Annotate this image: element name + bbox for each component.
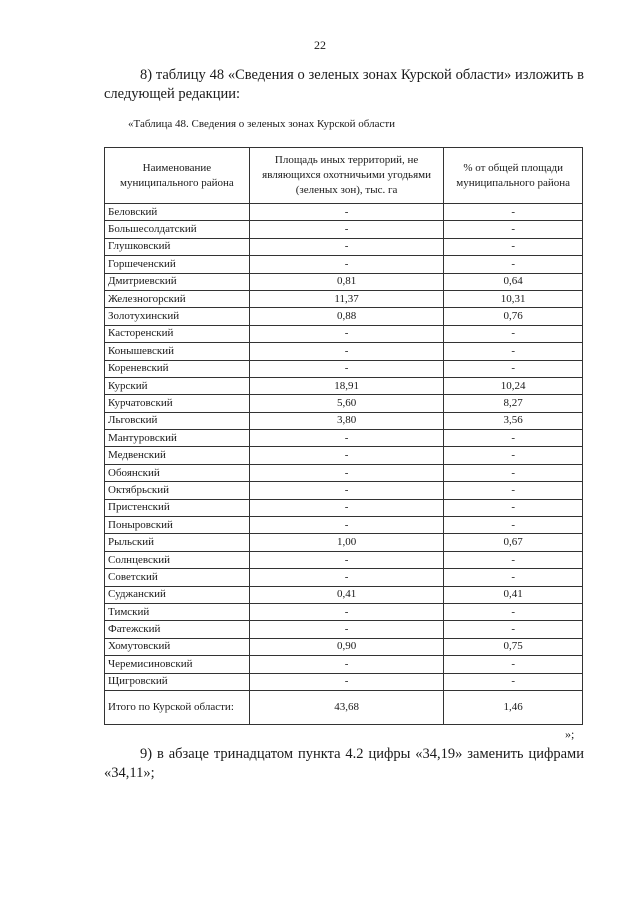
district-name-cell: Большесолдатский [105, 221, 250, 238]
area-cell: - [249, 238, 443, 255]
area-cell: - [249, 656, 443, 673]
district-name-cell: Кореневский [105, 360, 250, 377]
percent-cell: - [444, 621, 583, 638]
district-name-cell: Тимский [105, 603, 250, 620]
district-name-cell: Черемисиновский [105, 656, 250, 673]
total-percent-cell: 1,46 [444, 690, 583, 724]
percent-cell: - [444, 256, 583, 273]
table-row [105, 673, 583, 690]
percent-cell: 0,41 [444, 586, 583, 603]
percent-cell: - [444, 656, 583, 673]
area-cell: 11,37 [249, 290, 443, 307]
district-name-cell: Курский [105, 377, 250, 394]
percent-cell: 3,56 [444, 412, 583, 429]
page-number: 22 [314, 38, 326, 52]
district-name-cell: Советский [105, 569, 250, 586]
table-row [105, 464, 583, 481]
district-name-cell: Щигровский [105, 673, 250, 690]
area-cell: 0,88 [249, 308, 443, 325]
district-name-cell: Пристенский [105, 499, 250, 516]
percent-cell: - [444, 517, 583, 534]
table-row [105, 377, 583, 394]
area-cell: - [249, 343, 443, 360]
district-name-cell: Касторенский [105, 325, 250, 342]
closing-quote-mark: »; [565, 727, 575, 741]
table-row [105, 551, 583, 568]
header-district: Наименование муниципального района [105, 148, 250, 204]
percent-cell: - [444, 360, 583, 377]
table-row [105, 638, 583, 655]
percent-cell: 0,64 [444, 273, 583, 290]
amendment-paragraph-9: 9) в абзаце тринадцатом пункта 4.2 цифры «34,19» заменить цифрами «34,11»; [104, 746, 584, 781]
amendment-paragraph-8: 8) таблицу 48 «Сведения о зеленых зонах Курской области» изложить в следующей редакции: [104, 67, 584, 102]
area-cell: - [249, 430, 443, 447]
table-row [105, 308, 583, 325]
area-cell: - [249, 569, 443, 586]
district-name-cell: Рыльский [105, 534, 250, 551]
total-area-cell: 43,68 [249, 690, 443, 724]
area-cell: - [249, 621, 443, 638]
district-name-cell: Октябрьский [105, 482, 250, 499]
table-row [105, 482, 583, 499]
area-cell: 3,80 [249, 412, 443, 429]
table-row [105, 290, 583, 307]
table-total-row [105, 690, 583, 724]
area-cell: 18,91 [249, 377, 443, 394]
table-header-row [105, 148, 583, 204]
area-cell: 0,41 [249, 586, 443, 603]
district-name-cell: Мантуровский [105, 430, 250, 447]
total-label-cell: Итого по Курской области: [105, 690, 250, 724]
area-cell: - [249, 603, 443, 620]
percent-cell: - [444, 430, 583, 447]
district-name-cell: Курчатовский [105, 395, 250, 412]
district-name-cell: Горшеченский [105, 256, 250, 273]
table-row [105, 256, 583, 273]
percent-cell: - [444, 447, 583, 464]
district-name-cell: Поныровский [105, 517, 250, 534]
area-cell: - [249, 447, 443, 464]
table-row [105, 517, 583, 534]
percent-cell: 10,31 [444, 290, 583, 307]
table-row [105, 325, 583, 342]
table-body [105, 204, 583, 725]
table-row [105, 395, 583, 412]
district-name-cell: Дмитриевский [105, 273, 250, 290]
district-name-cell: Обоянский [105, 464, 250, 481]
table-row [105, 656, 583, 673]
table-row [105, 447, 583, 464]
percent-cell: 0,67 [444, 534, 583, 551]
area-cell: - [249, 256, 443, 273]
area-cell: - [249, 482, 443, 499]
table-caption: «Таблица 48. Сведения о зеленых зонах Курской области [128, 118, 396, 130]
table-row [105, 534, 583, 551]
percent-cell: - [444, 325, 583, 342]
area-cell: - [249, 517, 443, 534]
district-name-cell: Конышевский [105, 343, 250, 360]
percent-cell: 8,27 [444, 395, 583, 412]
table-row [105, 603, 583, 620]
table-row [105, 221, 583, 238]
percent-cell: - [444, 221, 583, 238]
table-row [105, 238, 583, 255]
district-name-cell: Суджанский [105, 586, 250, 603]
district-name-cell: Хомутовский [105, 638, 250, 655]
percent-cell: - [444, 673, 583, 690]
percent-cell: 10,24 [444, 377, 583, 394]
district-name-cell: Льговский [105, 412, 250, 429]
table-row [105, 621, 583, 638]
area-cell: 0,90 [249, 638, 443, 655]
table-row [105, 499, 583, 516]
area-cell: - [249, 551, 443, 568]
area-cell: 5,60 [249, 395, 443, 412]
percent-cell: - [444, 482, 583, 499]
area-cell: - [249, 499, 443, 516]
district-name-cell: Фатежский [105, 621, 250, 638]
area-cell: - [249, 221, 443, 238]
table-row [105, 343, 583, 360]
percent-cell: - [444, 204, 583, 221]
table-row [105, 430, 583, 447]
percent-cell: - [444, 603, 583, 620]
percent-cell: - [444, 569, 583, 586]
percent-cell: - [444, 499, 583, 516]
percent-cell: - [444, 343, 583, 360]
table-row [105, 273, 583, 290]
table-row [105, 586, 583, 603]
percent-cell: - [444, 464, 583, 481]
header-percent: % от общей площади муниципального района [444, 148, 583, 204]
area-cell: - [249, 204, 443, 221]
district-name-cell: Золотухинский [105, 308, 250, 325]
percent-cell: 0,76 [444, 308, 583, 325]
area-cell: 1,00 [249, 534, 443, 551]
percent-cell: - [444, 238, 583, 255]
table-row [105, 360, 583, 377]
area-cell: 0,81 [249, 273, 443, 290]
area-cell: - [249, 325, 443, 342]
table-row [105, 412, 583, 429]
percent-cell: - [444, 551, 583, 568]
district-name-cell: Беловский [105, 204, 250, 221]
area-cell: - [249, 464, 443, 481]
district-name-cell: Медвенский [105, 447, 250, 464]
district-name-cell: Глушковский [105, 238, 250, 255]
area-cell: - [249, 673, 443, 690]
table-row [105, 204, 583, 221]
green-zones-table [104, 147, 583, 725]
district-name-cell: Солнцевский [105, 551, 250, 568]
table-row [105, 569, 583, 586]
percent-cell: 0,75 [444, 638, 583, 655]
district-name-cell: Железногорский [105, 290, 250, 307]
header-area: Площадь иных территорий, не являющихся охотничьими угодьями (зеленых зон), тыс. га [249, 148, 443, 204]
area-cell: - [249, 360, 443, 377]
